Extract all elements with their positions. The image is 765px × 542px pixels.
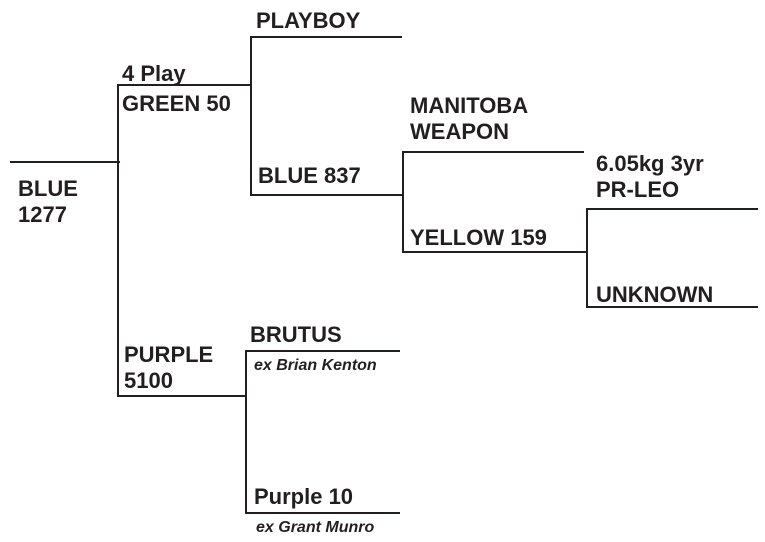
sire-line2: GREEN 50 (122, 91, 231, 116)
dam-dam-note: ex Grant Munro (256, 519, 375, 536)
dam-line1: PURPLE (124, 342, 214, 367)
sire-dam-dam-connector (402, 251, 588, 253)
sire-dam-connector (250, 194, 404, 196)
sire-bracket (250, 36, 252, 196)
dam-dam-name: Purple 10 (254, 484, 354, 509)
subject-line1: BLUE (18, 176, 78, 201)
sire-dam-dam-sire-line (586, 208, 758, 210)
dam-line2: 5100 (124, 368, 173, 393)
dam-sire-name: BRUTUS (250, 322, 342, 347)
dam-sire-note: ex Brian Kenton (254, 357, 377, 374)
sire-dam-dam-name: YELLOW 159 (410, 225, 547, 250)
dam-sire-line (245, 350, 400, 352)
subject-name (18, 176, 78, 228)
sire-dam-name: BLUE 837 (258, 163, 361, 188)
sire-sire-line (250, 36, 402, 38)
sire-label (122, 61, 186, 87)
dam-name (124, 342, 213, 394)
sire-dam-sire-line (402, 151, 584, 153)
subject-line2: 1277 (18, 202, 67, 227)
sire-line1: 4 Play (122, 61, 186, 86)
sire-dam-dam-sire-line2: PR-LEO (596, 177, 680, 202)
sire-dam-dam-sire-line1: 6.05kg 3yr (596, 151, 704, 176)
sire-dam-bracket (402, 151, 404, 253)
sire-dam-dam-dam-name: UNKNOWN (596, 282, 714, 307)
sire-name (122, 91, 231, 117)
dam-dam-line (245, 512, 400, 514)
dam-bracket (245, 350, 247, 514)
gen1-bracket (117, 84, 119, 397)
sire-dam-sire-line2: WEAPON (410, 119, 509, 144)
sire-dam-sire-line1: MANITOBA (410, 93, 529, 118)
sire-dam-dam-sire-name (596, 151, 704, 203)
subject-connector (10, 161, 120, 163)
dam-connector (117, 395, 247, 397)
sire-sire-name: PLAYBOY (256, 8, 361, 33)
sire-dam-sire-name (410, 93, 528, 145)
sire-dam-dam-bracket (586, 208, 588, 308)
